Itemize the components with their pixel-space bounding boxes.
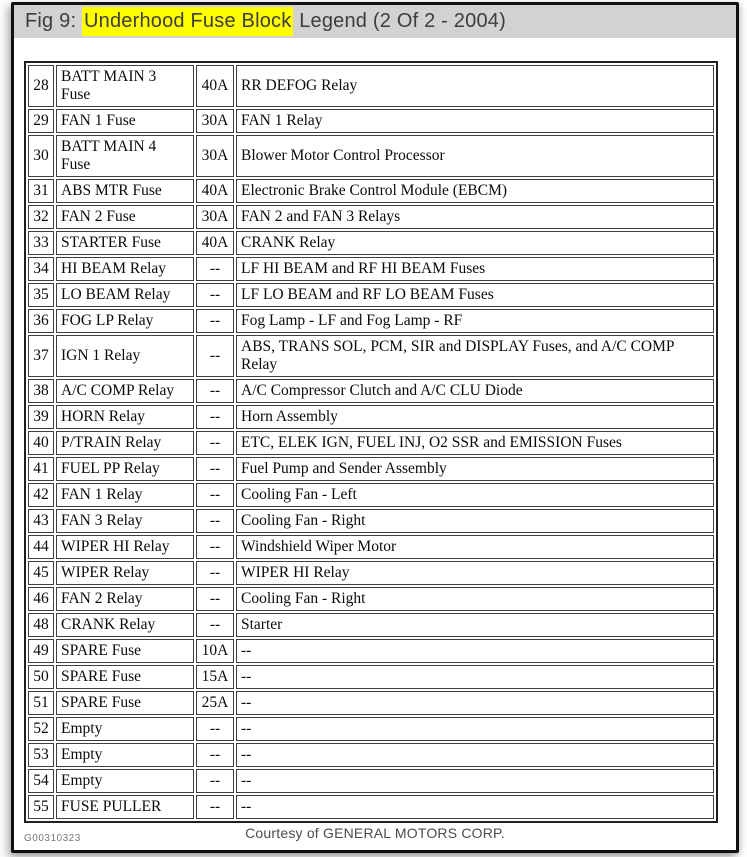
fuse-table-row: [28, 135, 714, 177]
figure-title-highlighted-term: Underhood Fuse Block: [82, 7, 293, 36]
fuse-name-cell: HI BEAM Relay: [56, 257, 194, 281]
fuse-name-cell: IGN 1 Relay: [56, 335, 194, 377]
fuse-table-row: [28, 283, 714, 307]
fuse-amperage-cell: 15A: [196, 665, 234, 689]
fuse-description-cell: Blower Motor Control Processor: [236, 135, 714, 177]
fuse-legend-table: [24, 61, 718, 823]
fuse-table-row: [28, 309, 714, 333]
fuse-amperage-cell: --: [196, 717, 234, 741]
fuse-position-cell: 55: [28, 795, 54, 819]
fuse-amperage-cell: 40A: [196, 231, 234, 255]
fuse-description-cell: --: [236, 665, 714, 689]
fuse-amperage-cell: --: [196, 405, 234, 429]
fuse-name-cell: FUSE PULLER: [56, 795, 194, 819]
fuse-position-cell: 30: [28, 135, 54, 177]
fuse-position-cell: 31: [28, 179, 54, 203]
fuse-name-cell: FAN 1 Relay: [56, 483, 194, 507]
fuse-description-cell: Windshield Wiper Motor: [236, 535, 714, 559]
fuse-position-cell: 42: [28, 483, 54, 507]
fuse-amperage-cell: --: [196, 457, 234, 481]
fuse-name-cell: STARTER Fuse: [56, 231, 194, 255]
fuse-description-cell: --: [236, 769, 714, 793]
fuse-name-cell: LO BEAM Relay: [56, 283, 194, 307]
fuse-amperage-cell: --: [196, 431, 234, 455]
fuse-amperage-cell: 30A: [196, 135, 234, 177]
fuse-position-cell: 53: [28, 743, 54, 767]
fuse-position-cell: 37: [28, 335, 54, 377]
fuse-table-row: [28, 109, 714, 133]
fuse-amperage-cell: --: [196, 509, 234, 533]
figure-page: [11, 2, 739, 853]
fuse-description-cell: --: [236, 691, 714, 715]
fuse-description-cell: WIPER HI Relay: [236, 561, 714, 585]
fuse-position-cell: 44: [28, 535, 54, 559]
fuse-amperage-cell: 30A: [196, 205, 234, 229]
fuse-description-cell: Cooling Fan - Right: [236, 587, 714, 611]
fuse-description-cell: --: [236, 795, 714, 819]
fuse-table-row: [28, 509, 714, 533]
fuse-table-row: [28, 743, 714, 767]
fuse-name-cell: BATT MAIN 3 Fuse: [56, 65, 194, 107]
fuse-name-cell: FAN 2 Relay: [56, 587, 194, 611]
fuse-description-cell: FAN 1 Relay: [236, 109, 714, 133]
fuse-name-cell: FAN 3 Relay: [56, 509, 194, 533]
fuse-amperage-cell: --: [196, 769, 234, 793]
fuse-name-cell: SPARE Fuse: [56, 639, 194, 663]
fuse-name-cell: P/TRAIN Relay: [56, 431, 194, 455]
figure-title-suffix: Legend (2 Of 2 - 2004): [293, 10, 506, 32]
fuse-table-row: [28, 335, 714, 377]
fuse-description-cell: Cooling Fan - Right: [236, 509, 714, 533]
fuse-amperage-cell: 40A: [196, 179, 234, 203]
fuse-name-cell: ABS MTR Fuse: [56, 179, 194, 203]
fuse-name-cell: FUEL PP Relay: [56, 457, 194, 481]
figure-title-prefix: Fig 9:: [25, 10, 82, 32]
fuse-description-cell: Electronic Brake Control Module (EBCM): [236, 179, 714, 203]
fuse-position-cell: 43: [28, 509, 54, 533]
figure-reference-code: G00310323: [24, 833, 81, 844]
courtesy-line: Courtesy of GENERAL MOTORS CORP.: [245, 825, 505, 841]
fuse-table-row: [28, 613, 714, 637]
fuse-description-cell: LF HI BEAM and RF HI BEAM Fuses: [236, 257, 714, 281]
fuse-description-cell: --: [236, 743, 714, 767]
fuse-amperage-cell: --: [196, 379, 234, 403]
fuse-table-row: [28, 561, 714, 585]
fuse-position-cell: 46: [28, 587, 54, 611]
fuse-amperage-cell: --: [196, 257, 234, 281]
fuse-position-cell: 39: [28, 405, 54, 429]
fuse-name-cell: SPARE Fuse: [56, 691, 194, 715]
fuse-amperage-cell: --: [196, 795, 234, 819]
fuse-table-row: [28, 457, 714, 481]
fuse-position-cell: 36: [28, 309, 54, 333]
fuse-name-cell: Empty: [56, 717, 194, 741]
fuse-position-cell: 48: [28, 613, 54, 637]
fuse-table-row: [28, 431, 714, 455]
fuse-name-cell: Empty: [56, 743, 194, 767]
fuse-amperage-cell: --: [196, 483, 234, 507]
fuse-name-cell: WIPER HI Relay: [56, 535, 194, 559]
fuse-table-row: [28, 691, 714, 715]
fuse-position-cell: 32: [28, 205, 54, 229]
fuse-position-cell: 33: [28, 231, 54, 255]
fuse-description-cell: ETC, ELEK IGN, FUEL INJ, O2 SSR and EMISSION Fuses: [236, 431, 714, 455]
fuse-description-cell: Horn Assembly: [236, 405, 714, 429]
fuse-table-row: [28, 379, 714, 403]
fuse-description-cell: FAN 2 and FAN 3 Relays: [236, 205, 714, 229]
fuse-description-cell: ABS, TRANS SOL, PCM, SIR and DISPLAY Fuses, and A/C COMP Relay: [236, 335, 714, 377]
fuse-position-cell: 28: [28, 65, 54, 107]
fuse-amperage-cell: --: [196, 561, 234, 585]
fuse-name-cell: SPARE Fuse: [56, 665, 194, 689]
fuse-position-cell: 45: [28, 561, 54, 585]
fuse-position-cell: 54: [28, 769, 54, 793]
fuse-position-cell: 50: [28, 665, 54, 689]
fuse-table-row: [28, 795, 714, 819]
fuse-amperage-cell: 40A: [196, 65, 234, 107]
fuse-position-cell: 49: [28, 639, 54, 663]
fuse-description-cell: Fuel Pump and Sender Assembly: [236, 457, 714, 481]
fuse-name-cell: CRANK Relay: [56, 613, 194, 637]
fuse-position-cell: 35: [28, 283, 54, 307]
fuse-name-cell: BATT MAIN 4 Fuse: [56, 135, 194, 177]
fuse-table-row: [28, 535, 714, 559]
fuse-amperage-cell: 25A: [196, 691, 234, 715]
fuse-table-row: [28, 769, 714, 793]
fuse-table-row: [28, 405, 714, 429]
fuse-name-cell: A/C COMP Relay: [56, 379, 194, 403]
fuse-name-cell: FOG LP Relay: [56, 309, 194, 333]
fuse-amperage-cell: --: [196, 743, 234, 767]
fuse-table-row: [28, 587, 714, 611]
fuse-table-row: [28, 717, 714, 741]
fuse-description-cell: LF LO BEAM and RF LO BEAM Fuses: [236, 283, 714, 307]
fuse-position-cell: 34: [28, 257, 54, 281]
fuse-position-cell: 38: [28, 379, 54, 403]
fuse-position-cell: 29: [28, 109, 54, 133]
fuse-name-cell: Empty: [56, 769, 194, 793]
fuse-position-cell: 41: [28, 457, 54, 481]
fuse-amperage-cell: 30A: [196, 109, 234, 133]
fuse-description-cell: RR DEFOG Relay: [236, 65, 714, 107]
fuse-table-row: [28, 483, 714, 507]
fuse-amperage-cell: --: [196, 283, 234, 307]
fuse-description-cell: Fog Lamp - LF and Fog Lamp - RF: [236, 309, 714, 333]
fuse-amperage-cell: --: [196, 309, 234, 333]
fuse-amperage-cell: --: [196, 335, 234, 377]
fuse-description-cell: --: [236, 639, 714, 663]
figure-title-bar: [14, 5, 736, 38]
fuse-amperage-cell: --: [196, 613, 234, 637]
fuse-table-row: [28, 179, 714, 203]
fuse-position-cell: 52: [28, 717, 54, 741]
fuse-amperage-cell: --: [196, 535, 234, 559]
fuse-amperage-cell: --: [196, 587, 234, 611]
fuse-description-cell: A/C Compressor Clutch and A/C CLU Diode: [236, 379, 714, 403]
fuse-description-cell: CRANK Relay: [236, 231, 714, 255]
fuse-table-row: [28, 205, 714, 229]
fuse-table-row: [28, 257, 714, 281]
fuse-name-cell: WIPER Relay: [56, 561, 194, 585]
fuse-description-cell: Cooling Fan - Left: [236, 483, 714, 507]
fuse-table-row: [28, 665, 714, 689]
fuse-position-cell: 51: [28, 691, 54, 715]
fuse-description-cell: --: [236, 717, 714, 741]
fuse-amperage-cell: 10A: [196, 639, 234, 663]
fuse-description-cell: Starter: [236, 613, 714, 637]
fuse-table-row: [28, 231, 714, 255]
fuse-table-row: [28, 639, 714, 663]
fuse-table-row: [28, 65, 714, 107]
fuse-name-cell: HORN Relay: [56, 405, 194, 429]
fuse-name-cell: FAN 1 Fuse: [56, 109, 194, 133]
fuse-legend-table-body: [28, 65, 714, 819]
fuse-name-cell: FAN 2 Fuse: [56, 205, 194, 229]
fuse-position-cell: 40: [28, 431, 54, 455]
